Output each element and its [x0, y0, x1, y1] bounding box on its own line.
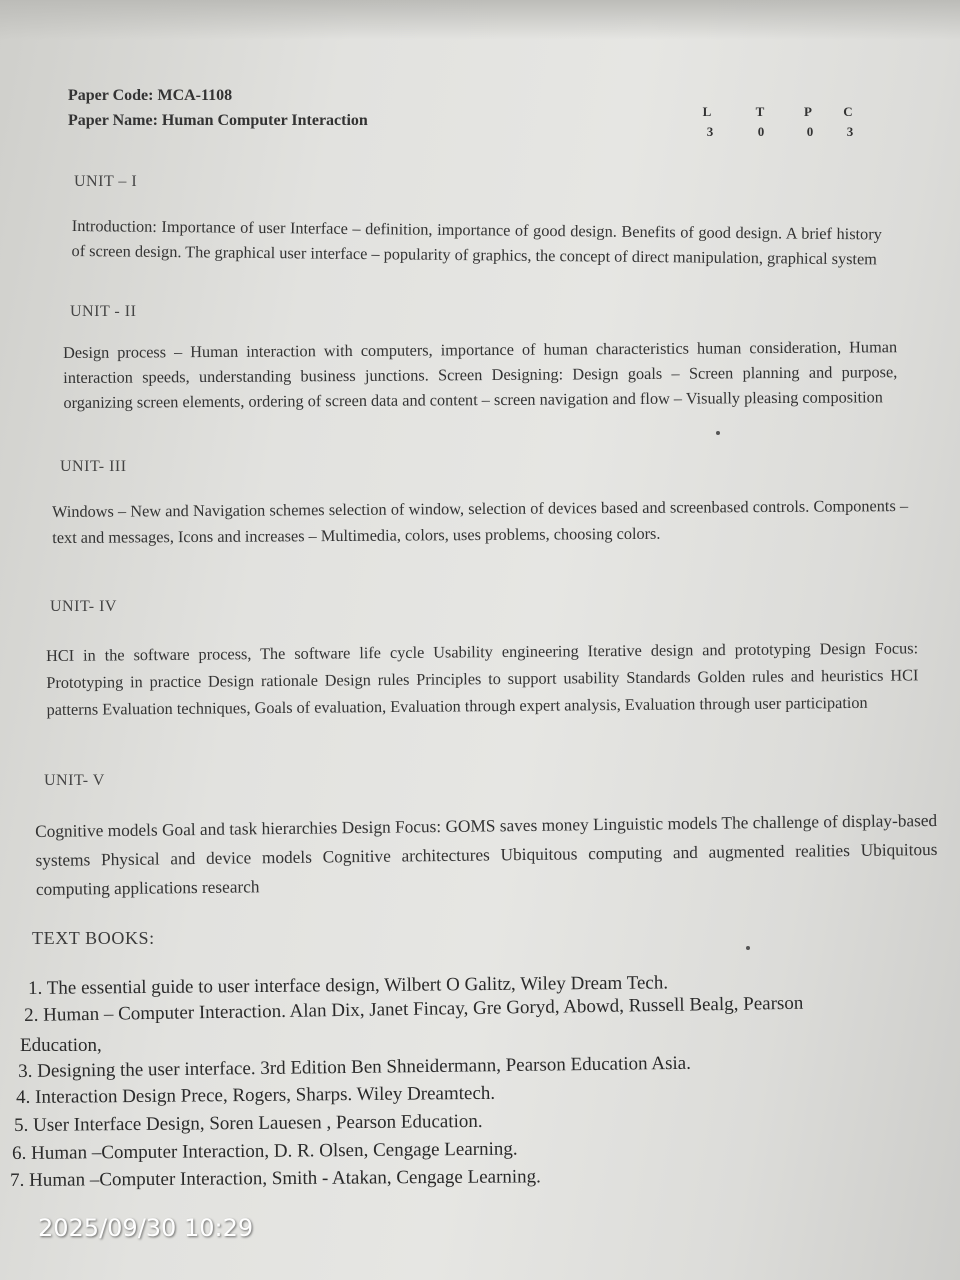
- unit-3-text: Windows – New and Navigation schemes selection of window, selection of devices based and screenbased controls. Components – text and messages, Icons and increases – Multimedia, colors, uses problems, choosing colors.: [52, 496, 909, 547]
- textbook-item-7: 7. Human –Computer Interaction, Smith - Atakan, Cengage Learning.: [10, 1166, 541, 1191]
- unit-5-title: UNIT- V: [44, 772, 105, 789]
- textbook-item-2-continued: Education,: [20, 1035, 102, 1056]
- credit-header-c: C: [843, 104, 853, 119]
- credit-header-l: L: [702, 104, 712, 119]
- credit-value-t: 0: [757, 124, 765, 139]
- unit-4-title: UNIT- IV: [50, 598, 117, 615]
- paper-mark: [716, 431, 720, 435]
- unit-1-title: UNIT – I: [74, 173, 138, 190]
- credit-header-p: P: [804, 104, 812, 119]
- unit-2-text: Design process – Human interaction with computers, importance of human characteristics human consideration, Human interaction speeds, understanding business junctions. Screen Designing: Design goals – Screen planning and purpose, organizing screen elements, ordering of screen data and content – screen navigation and flow – Visually pleasing composition: [63, 337, 898, 412]
- unit-2-title: UNIT - II: [70, 303, 137, 320]
- textbook-item-2: 2. Human – Computer Interaction. Alan Dix, Janet Fincay, Gre Goryd, Abowd, Russell Bealg, Pearson: [24, 992, 804, 1026]
- photo-timestamp: 2025/09/30 10:29: [38, 1214, 254, 1242]
- unit-5-text: Cognitive models Goal and task hierarchies Design Focus: GOMS saves money Linguistic models The challenge of display-based systems Physical and device models Cognitive architectures Ubiquitous computing and augmented realities Ubiquitous computing applications research: [35, 810, 938, 899]
- paper-name: Paper Name: Human Computer Interaction: [68, 112, 368, 129]
- textbook-item-6: 6. Human –Computer Interaction, D. R. Olsen, Cengage Learning.: [12, 1138, 518, 1164]
- textbook-item-5: 5. User Interface Design, Soren Lauesen , Pearson Education.: [14, 1110, 483, 1136]
- paper-mark: [746, 946, 750, 950]
- textbooks-title: TEXT BOOKS:: [32, 928, 155, 948]
- paper-code: Paper Code: MCA-1108: [68, 87, 233, 104]
- unit-3-title: UNIT- III: [60, 458, 127, 475]
- unit-1-text: Introduction: Importance of user Interface – definition, importance of good design. Benefits of good design. A brief history of screen design. The graphical user interface – popularity of graphics, the concept of direct manipulation, graphical system: [71, 215, 882, 269]
- credit-header-t: T: [755, 104, 765, 119]
- credit-value-p: 0: [806, 124, 814, 139]
- textbook-item-3: 3. Designing the user interface. 3rd Edition Ben Shneidermann, Pearson Education Asia.: [18, 1052, 692, 1082]
- torn-edge: [0, 0, 960, 40]
- unit-4-text: HCI in the software process, The software life cycle Usability engineering Iterative design and prototyping Design Focus: Prototyping in practice Design rationale Design rules Principles to support usability Standards Golden rules and heuristics HCI patterns Evaluation techniques, Goals of evaluation, Evaluation through expert analysis, Evaluation through user participation: [46, 638, 919, 719]
- textbook-item-4: 4. Interaction Design Prece, Rogers, Sharps. Wiley Dreamtech.: [16, 1082, 496, 1108]
- credit-value-c: 3: [846, 124, 854, 139]
- credit-value-l: 3: [706, 124, 714, 139]
- textbook-item-1: 1. The essential guide to user interface design, Wilbert O Galitz, Wiley Dream Tech.: [28, 972, 669, 999]
